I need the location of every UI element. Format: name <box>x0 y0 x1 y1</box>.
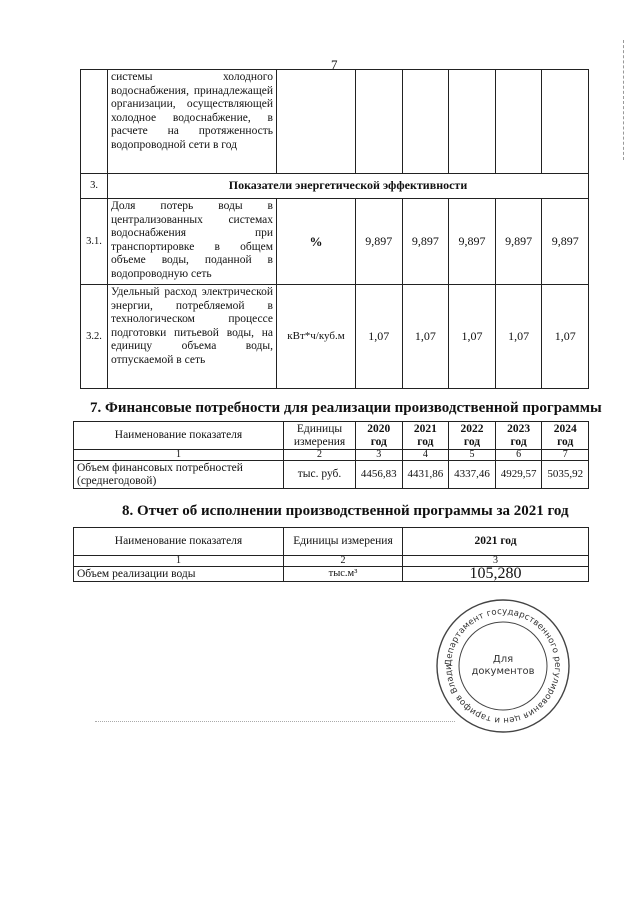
column-header: 2021 год <box>403 528 589 556</box>
column-number: 4 <box>402 450 449 461</box>
column-header: 2024 год <box>542 422 589 450</box>
column-number: 6 <box>495 450 542 461</box>
column-header: Единицы измерения <box>284 422 356 450</box>
page-number: 7 <box>331 57 338 72</box>
value-cell: 4337,46 <box>449 461 496 489</box>
unit-cell: кВт*ч/куб.м <box>277 285 356 389</box>
column-number: 1 <box>74 450 284 461</box>
column-header: Единицы измерения <box>284 528 403 556</box>
section-7-title: 7. Финансовые потребности для реализации производственной программы <box>90 400 602 416</box>
column-header: 2020 год <box>356 422 403 450</box>
indicator-name: Объем реализации воды <box>74 567 284 582</box>
value-cell <box>402 70 449 174</box>
header-row <box>74 422 589 450</box>
value-cell: 4929,57 <box>495 461 542 489</box>
official-stamp <box>434 597 572 735</box>
value-cell <box>356 70 403 174</box>
value-cell: 4456,83 <box>356 461 403 489</box>
value-cell: 1,07 <box>402 285 449 389</box>
column-number: 2 <box>284 556 403 567</box>
value-cell <box>542 70 589 174</box>
column-number: 3 <box>403 556 589 567</box>
value-cell <box>449 70 496 174</box>
column-number: 7 <box>542 450 589 461</box>
column-number: 2 <box>284 450 356 461</box>
column-header: 2022 год <box>449 422 496 450</box>
value-cell: 9,897 <box>542 199 589 285</box>
column-header: 2023 год <box>495 422 542 450</box>
unit-cell: тыс.м³ <box>284 567 403 582</box>
value-cell: 4431,86 <box>402 461 449 489</box>
value-cell: 9,897 <box>402 199 449 285</box>
row-number-cell: 3.1. <box>81 199 108 285</box>
financial-needs-table <box>73 421 589 489</box>
divider <box>95 721 455 722</box>
table-row <box>81 70 589 174</box>
value-cell: 1,07 <box>449 285 496 389</box>
value-cell: 9,897 <box>449 199 496 285</box>
column-number: 5 <box>449 450 496 461</box>
stamp-center-line2: документов <box>471 666 535 677</box>
row-number-cell: 3.2. <box>81 285 108 389</box>
indicator-name: Объем финансовых потребностей (среднегодовой) <box>74 461 284 489</box>
section-8-title: 8. Отчет об исполнении производственной программы за 2021 год <box>122 503 569 519</box>
value-cell: 1,07 <box>495 285 542 389</box>
section-title: Показатели энергетической эффективности <box>108 174 589 199</box>
margin-line <box>623 40 625 160</box>
unit-cell: % <box>277 199 356 285</box>
column-number: 3 <box>356 450 403 461</box>
section-header-row <box>81 174 589 199</box>
header-row <box>74 528 589 556</box>
indicator-description: системы холодного водоснабжения, принадлежащей организации, осуществляющей холодное водоснабжение, в расчете на протяженность водопроводной сети в год <box>108 70 277 174</box>
row-number-cell <box>81 70 108 174</box>
column-header: Наименование показателя <box>74 528 284 556</box>
unit-cell <box>277 70 356 174</box>
indicators-table <box>80 69 589 389</box>
column-number: 1 <box>74 556 284 567</box>
value-cell: 9,897 <box>356 199 403 285</box>
table-row <box>74 567 589 582</box>
section-number: 3. <box>81 174 108 199</box>
column-header: 2021 год <box>402 422 449 450</box>
table-row <box>81 285 589 389</box>
table-row <box>81 199 589 285</box>
value-cell: 9,897 <box>495 199 542 285</box>
indicator-description: Доля потерь воды в централизованных системах водоснабжения при транспортировке в общем объеме воды, поданной в водопроводную сеть <box>108 199 277 285</box>
column-number-row <box>74 450 589 461</box>
execution-report-table <box>73 527 589 582</box>
value-cell: 105,280 <box>403 567 589 582</box>
value-cell: 1,07 <box>542 285 589 389</box>
value-cell: 1,07 <box>356 285 403 389</box>
table-row <box>74 461 589 489</box>
value-cell: 5035,92 <box>542 461 589 489</box>
stamp-center-line1: Для <box>492 654 514 665</box>
indicator-description: Удельный расход электрической энергии, потребляемой в технологическом процессе подготовки питьевой воды, на единицу объема воды, отпускаемой в сеть <box>108 285 277 389</box>
unit-cell: тыс. руб. <box>284 461 356 489</box>
column-header: Наименование показателя <box>74 422 284 450</box>
stamp-ring-text: Департамент государственного регулирования цен и тарифов Влади <box>443 606 563 726</box>
stamp-graphic <box>434 597 572 735</box>
value-cell <box>495 70 542 174</box>
